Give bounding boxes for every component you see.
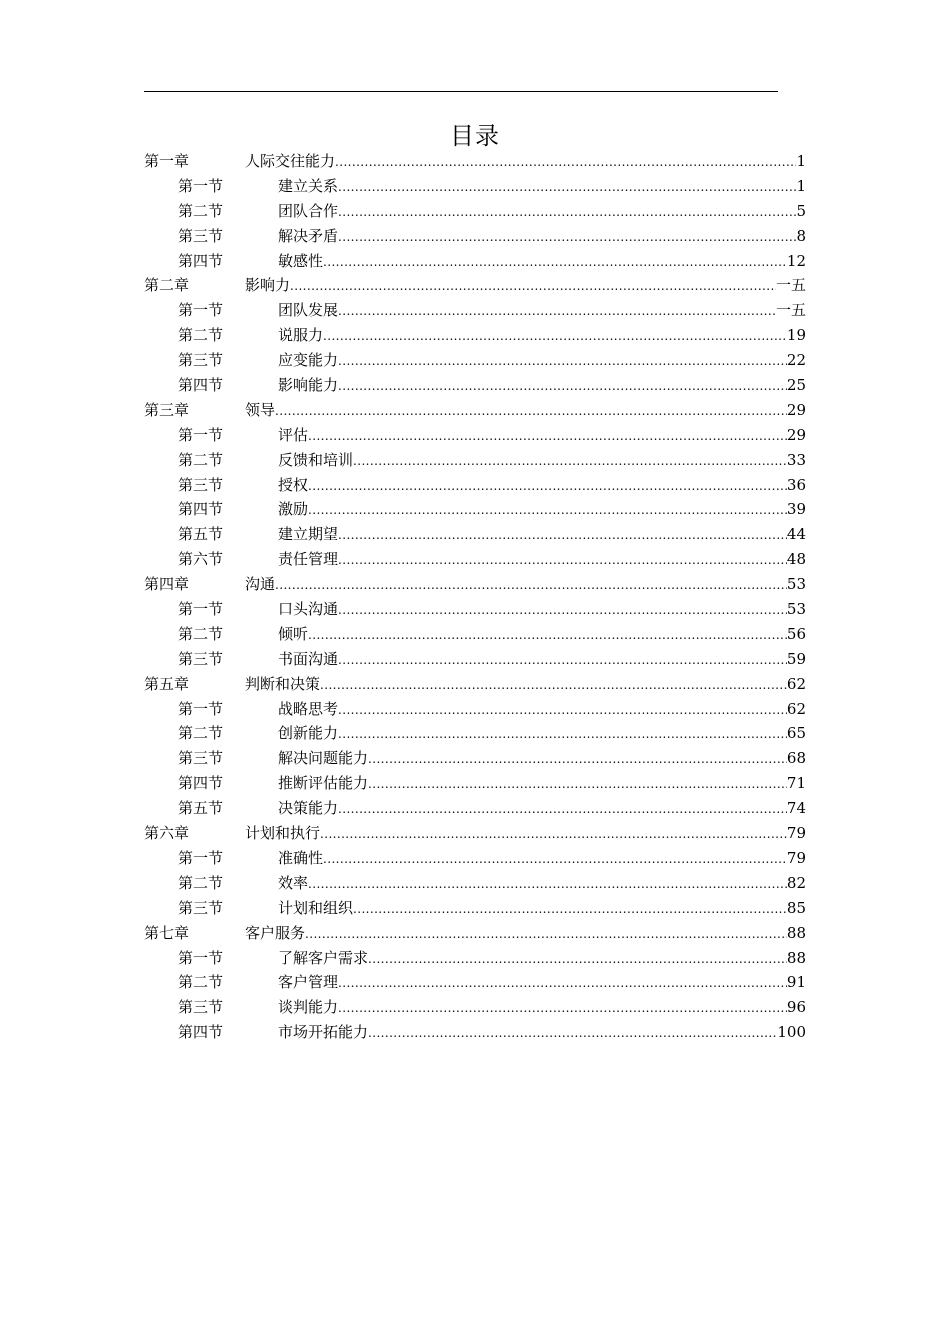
toc-entry-title: 影响力	[245, 276, 291, 295]
toc-section-row[interactable]	[144, 746, 806, 771]
toc-section-row[interactable]	[144, 846, 806, 871]
toc-entry-title: 说服力	[278, 326, 324, 345]
toc-entry-line	[278, 771, 806, 797]
toc-page-number: 39	[786, 500, 806, 519]
toc-title: 目录	[450, 122, 500, 150]
toc-entry-number: 第四节	[178, 251, 224, 270]
toc-section-row[interactable]	[144, 249, 806, 274]
toc-dot-leader	[308, 872, 787, 897]
toc-dot-leader	[338, 175, 796, 200]
toc-entry-line	[278, 323, 806, 349]
toc-page-number: 1	[796, 152, 806, 170]
toc-section-row[interactable]	[144, 174, 806, 199]
toc-section-row[interactable]	[144, 547, 806, 572]
toc-entry-number: 第一节	[178, 301, 224, 320]
toc-entry-title: 解决矛盾	[278, 226, 339, 245]
toc-entry-number: 第五章	[144, 674, 190, 693]
toc-entry-title: 倾听	[278, 624, 309, 643]
toc-entry-title: 战略思考	[278, 699, 339, 718]
toc-list	[144, 149, 806, 1045]
toc-page-number: 59	[786, 649, 806, 668]
toc-section-row[interactable]	[144, 647, 806, 672]
toc-section-row[interactable]	[144, 896, 806, 921]
toc-dot-leader	[338, 797, 787, 822]
toc-entry-title: 应变能力	[278, 351, 339, 370]
toc-page-number: 79	[786, 848, 806, 867]
toc-entry-title: 建立期望	[278, 525, 339, 544]
toc-entry-number: 第五节	[178, 799, 224, 818]
toc-chapter-row[interactable]	[144, 821, 806, 846]
toc-section-row[interactable]	[144, 995, 806, 1020]
toc-entry-title: 推断评估能力	[278, 774, 369, 793]
toc-entry-title: 计划和执行	[245, 824, 321, 843]
toc-entry-number: 第一节	[178, 425, 224, 444]
toc-page-number: 74	[786, 799, 806, 818]
toc-entry-title: 了解客户需求	[278, 948, 369, 967]
toc-dot-leader	[368, 772, 787, 797]
toc-page-number: 12	[786, 251, 806, 270]
toc-entry-number: 第六节	[178, 550, 224, 569]
toc-entry-title: 客户服务	[245, 923, 306, 942]
toc-entry-line	[245, 572, 806, 598]
toc-page-number: 88	[786, 948, 806, 967]
toc-chapter-row[interactable]	[144, 572, 806, 597]
toc-chapter-row[interactable]	[144, 398, 806, 423]
toc-section-row[interactable]	[144, 697, 806, 722]
toc-page-number: 19	[786, 326, 806, 345]
toc-entry-number: 第四节	[178, 500, 224, 519]
toc-entry-line	[278, 721, 806, 747]
toc-section-row[interactable]	[144, 970, 806, 995]
toc-entry-title: 团队合作	[278, 201, 339, 220]
toc-page-number: 22	[786, 351, 806, 370]
toc-entry-line	[278, 473, 806, 499]
toc-dot-leader	[338, 548, 787, 573]
toc-section-row[interactable]	[144, 423, 806, 448]
toc-entry-number: 第二节	[178, 624, 224, 643]
toc-dot-leader	[368, 947, 787, 972]
toc-entry-line	[245, 149, 806, 175]
toc-entry-title: 责任管理	[278, 550, 339, 569]
toc-entry-title: 书面沟通	[278, 649, 339, 668]
toc-entry-number: 第一节	[178, 948, 224, 967]
toc-dot-leader	[368, 1021, 777, 1046]
toc-dot-leader	[323, 847, 787, 872]
toc-entry-number: 第一节	[178, 176, 224, 195]
toc-entry-title: 授权	[278, 475, 309, 494]
toc-dot-leader	[353, 449, 787, 474]
toc-entry-line	[245, 273, 806, 299]
toc-page-number: 1	[796, 176, 806, 195]
toc-dot-leader	[305, 922, 787, 947]
toc-entry-number: 第二节	[178, 201, 224, 220]
toc-entry-number: 第三节	[178, 649, 224, 668]
toc-entry-title: 领导	[245, 400, 276, 419]
toc-entry-title: 计划和组织	[278, 898, 354, 917]
header-rule	[144, 91, 778, 92]
toc-page-number: 62	[786, 674, 806, 693]
toc-section-row[interactable]	[144, 497, 806, 522]
toc-entry-title: 客户管理	[278, 973, 339, 992]
toc-entry-title: 团队发展	[278, 301, 339, 320]
toc-chapter-row[interactable]	[144, 672, 806, 697]
toc-entry-number: 第三节	[178, 351, 224, 370]
toc-page-number: 29	[786, 425, 806, 444]
toc-dot-leader	[338, 374, 787, 399]
toc-dot-leader	[308, 498, 787, 523]
toc-entry-line	[278, 199, 806, 225]
toc-dot-leader	[338, 648, 787, 673]
toc-entry-number: 第三节	[178, 749, 224, 768]
toc-entry-line	[278, 348, 806, 374]
toc-page-number: 100	[777, 1023, 806, 1042]
toc-entry-line	[278, 597, 806, 623]
toc-entry-title: 沟通	[245, 575, 276, 594]
toc-entry-line	[278, 298, 806, 324]
toc-dot-leader	[338, 523, 787, 548]
toc-page-number: 56	[786, 624, 806, 643]
toc-section-row[interactable]	[144, 721, 806, 746]
toc-entry-line	[245, 821, 806, 847]
toc-page-number: 62	[786, 699, 806, 718]
toc-section-row[interactable]	[144, 522, 806, 547]
toc-section-row[interactable]	[144, 298, 806, 323]
toc-entry-number: 第三节	[178, 475, 224, 494]
toc-page-number: 一五	[775, 301, 806, 320]
toc-entry-title: 评估	[278, 425, 309, 444]
toc-entry-title: 谈判能力	[278, 998, 339, 1017]
toc-dot-leader	[308, 424, 787, 449]
toc-entry-line	[278, 871, 806, 897]
toc-entry-line	[278, 697, 806, 723]
toc-page-number: 44	[786, 525, 806, 544]
toc-chapter-row[interactable]	[144, 921, 806, 946]
toc-entry-number: 第三节	[178, 998, 224, 1017]
toc-dot-leader	[338, 698, 787, 723]
toc-chapter-row[interactable]	[144, 273, 806, 298]
toc-section-row[interactable]	[144, 373, 806, 398]
toc-entry-line	[245, 398, 806, 424]
toc-entry-number: 第二节	[178, 724, 224, 743]
toc-dot-leader	[308, 474, 787, 499]
toc-entry-line	[278, 946, 806, 972]
toc-section-row[interactable]	[144, 448, 806, 473]
toc-entry-line	[278, 373, 806, 399]
toc-entry-title: 反馈和培训	[278, 450, 354, 469]
toc-section-row[interactable]	[144, 771, 806, 796]
toc-dot-leader	[308, 623, 787, 648]
toc-page-number: 71	[786, 774, 806, 793]
toc-entry-line	[278, 423, 806, 449]
toc-section-row[interactable]	[144, 224, 806, 249]
toc-entry-number: 第四节	[178, 1023, 224, 1042]
toc-page-number: 53	[786, 575, 806, 594]
toc-entry-title: 判断和决策	[245, 674, 321, 693]
toc-page-number: 79	[786, 824, 806, 843]
toc-entry-line	[278, 448, 806, 474]
toc-entry-title: 激励	[278, 500, 309, 519]
toc-entry-number: 第三节	[178, 226, 224, 245]
toc-entry-number: 第七章	[144, 923, 190, 942]
toc-dot-leader	[338, 722, 787, 747]
toc-section-row[interactable]	[144, 796, 806, 821]
toc-entry-title: 决策能力	[278, 799, 339, 818]
toc-entry-number: 第四章	[144, 575, 190, 594]
toc-page-number: 68	[786, 749, 806, 768]
toc-entry-number: 第三节	[178, 898, 224, 917]
toc-dot-leader	[320, 822, 787, 847]
toc-entry-number: 第二节	[178, 450, 224, 469]
toc-page-number: 25	[786, 376, 806, 395]
toc-dot-leader	[338, 200, 796, 225]
toc-section-row[interactable]	[144, 348, 806, 373]
toc-dot-leader	[338, 598, 787, 623]
toc-entry-number: 第二章	[144, 276, 190, 295]
toc-page-number: 48	[786, 550, 806, 569]
toc-entry-line	[278, 995, 806, 1021]
toc-entry-title: 敏感性	[278, 251, 324, 270]
toc-page-number: 88	[786, 923, 806, 942]
toc-page-number: 一五	[775, 276, 806, 295]
toc-entry-line	[278, 746, 806, 772]
toc-entry-number: 第一节	[178, 600, 224, 619]
toc-entry-number: 第一节	[178, 848, 224, 867]
toc-entry-line	[278, 796, 806, 822]
toc-entry-number: 第三章	[144, 400, 190, 419]
toc-section-row[interactable]	[144, 597, 806, 622]
toc-entry-number: 第一章	[144, 152, 190, 170]
toc-entry-line	[278, 497, 806, 523]
toc-dot-leader	[338, 996, 787, 1021]
toc-section-row[interactable]	[144, 199, 806, 224]
toc-entry-line	[278, 1020, 806, 1046]
toc-dot-leader	[335, 150, 796, 175]
toc-entry-line	[278, 547, 806, 573]
toc-entry-title: 创新能力	[278, 724, 339, 743]
toc-entry-number: 第四节	[178, 774, 224, 793]
toc-entry-line	[278, 846, 806, 872]
toc-entry-line	[278, 896, 806, 922]
toc-page-number: 65	[786, 724, 806, 743]
toc-section-row[interactable]	[144, 622, 806, 647]
toc-entry-line	[245, 921, 806, 947]
toc-chapter-row[interactable]	[144, 149, 806, 174]
toc-page-number: 82	[786, 873, 806, 892]
toc-entry-number: 第二节	[178, 973, 224, 992]
toc-section-row[interactable]	[144, 473, 806, 498]
toc-dot-leader	[338, 225, 796, 250]
toc-dot-leader	[290, 274, 776, 299]
toc-entry-title: 人际交往能力	[245, 152, 336, 170]
toc-entry-number: 第一节	[178, 699, 224, 718]
toc-section-row[interactable]	[144, 946, 806, 971]
toc-dot-leader	[323, 324, 787, 349]
toc-dot-leader	[320, 673, 787, 698]
toc-page-number: 36	[786, 475, 806, 494]
toc-entry-number: 第二节	[178, 326, 224, 345]
toc-section-row[interactable]	[144, 323, 806, 348]
toc-page-number: 29	[786, 400, 806, 419]
toc-page-number: 96	[786, 998, 806, 1017]
toc-page-number: 33	[786, 450, 806, 469]
toc-entry-line	[278, 249, 806, 275]
toc-entry-title: 市场开拓能力	[278, 1023, 369, 1042]
toc-entry-line	[278, 970, 806, 996]
toc-page-number: 91	[786, 973, 806, 992]
toc-dot-leader	[338, 971, 787, 996]
toc-entry-line	[278, 174, 806, 200]
toc-entry-title: 建立关系	[278, 176, 339, 195]
toc-page-number: 53	[786, 600, 806, 619]
toc-page-number: 5	[796, 201, 806, 220]
toc-entry-line	[278, 522, 806, 548]
toc-dot-leader	[353, 897, 787, 922]
toc-entry-line	[278, 224, 806, 250]
toc-page-number: 8	[796, 226, 806, 245]
toc-section-row[interactable]	[144, 871, 806, 896]
toc-entry-title: 口头沟通	[278, 600, 339, 619]
toc-entry-number: 第二节	[178, 873, 224, 892]
toc-section-row[interactable]	[144, 1020, 806, 1045]
toc-dot-leader	[323, 250, 787, 275]
toc-entry-title: 准确性	[278, 848, 324, 867]
toc-entry-line	[278, 622, 806, 648]
toc-entry-number: 第五节	[178, 525, 224, 544]
toc-dot-leader	[275, 399, 787, 424]
toc-page-number: 85	[786, 898, 806, 917]
toc-entry-line	[278, 647, 806, 673]
toc-entry-title: 影响能力	[278, 376, 339, 395]
toc-entry-number: 第四节	[178, 376, 224, 395]
toc-entry-title: 解决问题能力	[278, 749, 369, 768]
toc-entry-number: 第六章	[144, 824, 190, 843]
toc-dot-leader	[338, 349, 787, 374]
toc-dot-leader	[338, 299, 776, 324]
toc-dot-leader	[368, 747, 787, 772]
toc-dot-leader	[275, 573, 787, 598]
toc-entry-title: 效率	[278, 873, 309, 892]
toc-entry-line	[245, 672, 806, 698]
